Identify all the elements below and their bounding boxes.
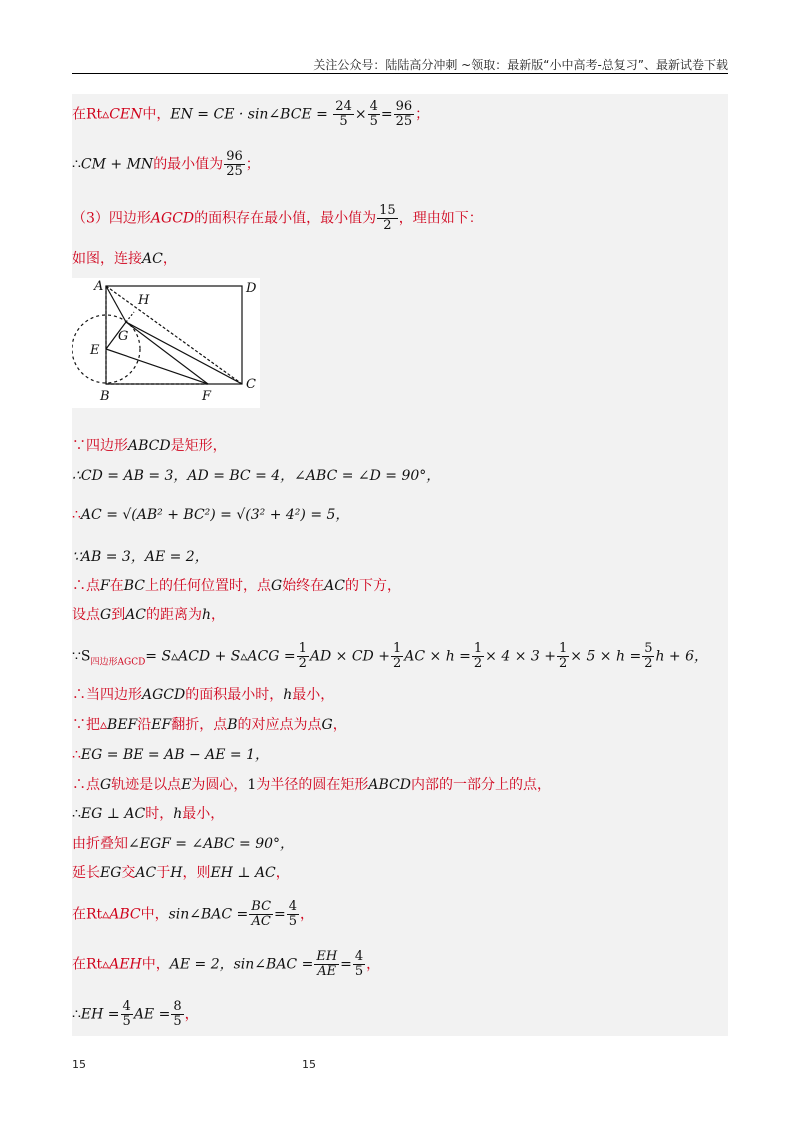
- fraction: $\frac{5}{2}$: [644, 641, 653, 671]
- fraction: $\frac{1}{2}$: [558, 641, 568, 671]
- fraction: $\frac{96}{25}$: [226, 149, 243, 179]
- line-21: ∴EH = $\frac{4}{5}$ AE = $\frac{8}{5}$ ，: [72, 999, 199, 1029]
- label-d: D: [246, 281, 257, 296]
- fraction: $\frac{4}{5}$: [288, 899, 298, 929]
- line-8: ∵AB = 3，AE = 2，: [72, 549, 209, 565]
- label-c: C: [246, 377, 256, 392]
- solution-content: [72, 94, 728, 1036]
- line-9: ∴点F在BC上的任何位置时，点G始终在AC的下方，: [72, 578, 401, 594]
- fraction: $\frac{1}{2}$: [473, 641, 483, 671]
- line-6: ∴CD = AB = 3，AD = BC = 4，∠ABC = ∠D = 90°，: [72, 468, 441, 484]
- line-4: 如图，连接AC，: [72, 251, 177, 267]
- line-11: $\because S_{四边形AGCD}=$ S▵ACD + S▵ACG = $\frac{1}{2}$ AD × CD + $\frac{1}{2}$ AC × h = $\frac{1}{2}$ × 4 × 3 + $\frac{1}{2}$ × 5 × h = $\frac{5}{2}$ h + 6，: [72, 641, 709, 671]
- geometry-figure: [72, 278, 260, 408]
- line-7: ∴AC = √(AB² + BC²) = √(3² + 4²) = 5，: [72, 507, 350, 523]
- page-header: 关注公众号：陆陆高分冲刺 ~领取：最新版“小中高考-总复习”、最新试卷下载: [313, 58, 728, 72]
- label-e: E: [90, 343, 100, 358]
- line-18: 延长EG交AC于H，则EH ⊥ AC，: [72, 865, 290, 881]
- rectangle-diagram: [72, 278, 260, 408]
- line-14: ∴EG = BE = AB − AE = 1，: [72, 747, 269, 763]
- fraction: $\frac{4}{5}$: [354, 949, 364, 979]
- label-a: A: [94, 279, 104, 294]
- header-rule: [72, 73, 728, 74]
- fraction: $\frac{4}{5}$: [122, 999, 131, 1029]
- label-f: F: [202, 389, 212, 404]
- fraction: $\frac{BC}{AC}$: [251, 899, 272, 929]
- fraction: $\frac{1}{2}$: [392, 641, 402, 671]
- line-1: 在Rt▵CEN中，EN = CE · sin∠BCE = $\frac{24}{5}$ × $\frac{4}{5}$ = $\frac{96}{25}$ ；: [72, 99, 430, 129]
- line-20: 在Rt▵AEH中，AE = 2，sin∠BAC = $\frac{EH}{AE}$ = $\frac{4}{5}$ ，: [72, 949, 381, 979]
- label-b: B: [100, 389, 110, 404]
- line-19: 在Rt▵ABC中，sin∠BAC = $\frac{BC}{AC}$ = $\frac{4}{5}$ ，: [72, 899, 315, 929]
- line-17: 由折叠知∠EGF = ∠ABC = 90°，: [72, 836, 295, 852]
- fraction: $\frac{15}{2}$: [379, 203, 396, 233]
- fraction: $\frac{96}{25}$: [395, 99, 413, 129]
- line-2: ∴CM + MN的最小值为 $\frac{96}{25}$ ；: [72, 149, 260, 179]
- page-number-center: 15: [302, 1058, 316, 1071]
- label-h: H: [138, 293, 150, 308]
- page-number-left: 15: [72, 1058, 86, 1071]
- line-13: ∵把▵BEF沿EF翻折，点B的对应点为点G，: [72, 717, 347, 733]
- line-12: ∴当四边形AGCD的面积最小时，h最小，: [72, 687, 335, 703]
- fraction: $\frac{24}{5}$: [335, 99, 352, 129]
- label-g: G: [118, 329, 129, 344]
- line-15: ∴点G轨迹是以点E为圆心，1为半径的圆在矩形ABCD内部的一部分上的点，: [72, 777, 551, 793]
- fraction: $\frac{4}{5}$: [369, 99, 378, 129]
- line-16: ∴EG ⊥ AC时，h最小，: [72, 806, 225, 822]
- line-3: （3）四边形AGCD的面积存在最小值，最小值为 $\frac{15}{2}$ ，理由如下：: [72, 203, 483, 233]
- line-10: 设点G到AC的距离为h，: [72, 607, 226, 623]
- fraction: $\frac{EH}{AE}$: [316, 949, 338, 979]
- line-5: ∵四边形ABCD是矩形，: [72, 438, 227, 454]
- fraction: $\frac{1}{2}$: [298, 641, 307, 671]
- fraction: $\frac{8}{5}$: [173, 999, 182, 1029]
